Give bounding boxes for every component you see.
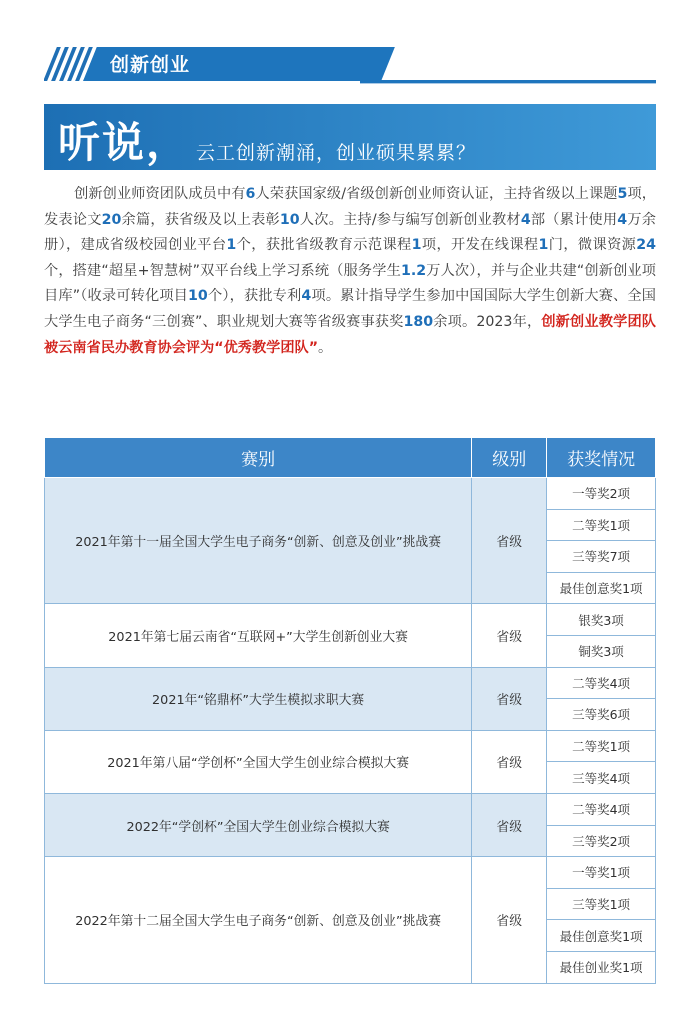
awards-table xyxy=(44,437,656,984)
paragraph-text: 人荣获国家级/省级创新创业师资认证，主持省级以上课题 xyxy=(255,186,618,202)
paragraph-text: 门，微课资源 xyxy=(548,237,637,254)
award-cell: 最佳创业奖1项 xyxy=(547,951,656,983)
table-header-row xyxy=(45,438,656,478)
paragraph-text: 万人次），并与企业共建“创新创业项目库”（收录可转化项目 xyxy=(44,262,656,305)
section-tag-label: 创新创业 xyxy=(110,54,191,76)
paragraph-number: 1 xyxy=(226,237,237,254)
table-row xyxy=(45,857,656,889)
paragraph-number: 6 xyxy=(245,186,256,202)
paragraph-text: 项，发表论文 xyxy=(44,186,656,228)
paragraph-number: 180 xyxy=(403,313,434,330)
paragraph-text: 个，搭建“超星+智慧树”双平台线上学习系统（服务学生 xyxy=(44,262,401,279)
competition-level: 省级 xyxy=(472,857,547,983)
paragraph-number: 10 xyxy=(188,288,208,305)
award-cell: 三等奖4项 xyxy=(547,762,656,794)
award-cell: 三等奖6项 xyxy=(547,699,656,731)
paragraph-highlight-red: 创新创业教学团队被云南省民办教育协会评为“优秀教学团队” xyxy=(44,313,656,356)
competition-level: 省级 xyxy=(472,478,547,604)
award-cell: 二等奖1项 xyxy=(547,730,656,762)
paragraph-number: 4 xyxy=(301,288,312,305)
award-cell: 最佳创意奖1项 xyxy=(547,572,656,604)
award-cell: 最佳创意奖1项 xyxy=(547,920,656,952)
award-cell: 三等奖7项 xyxy=(547,541,656,573)
competition-level: 省级 xyxy=(472,793,547,856)
competition-name: 2021年第七届云南省“互联网+”大学生创新创业大赛 xyxy=(45,604,472,667)
award-cell: 二等奖4项 xyxy=(547,793,656,825)
paragraph-number: 5 xyxy=(617,186,628,202)
paragraph-text: 。 xyxy=(318,339,333,356)
paragraph-number: 4 xyxy=(617,211,628,228)
headline-sub: 云工创新潮涌，创业硕果累累？ xyxy=(196,142,477,164)
competition-name: 2021年第八届“学创杯”全国大学生创业综合模拟大赛 xyxy=(45,730,472,793)
table-row xyxy=(45,478,656,510)
paragraph-text: 部（累计使用 xyxy=(530,211,618,228)
paragraph-text: 创新创业师资团队成员中有 xyxy=(74,186,246,202)
award-cell: 二等奖1项 xyxy=(547,509,656,541)
competition-level: 省级 xyxy=(472,730,547,793)
table-row xyxy=(45,604,656,636)
competition-level: 省级 xyxy=(472,667,547,730)
paragraph-number: 4 xyxy=(520,211,531,228)
competition-name: 2022年“学创杯”全国大学生创业综合模拟大赛 xyxy=(45,793,472,856)
intro-paragraph xyxy=(44,182,656,361)
paragraph-text: 项，开发在线课程 xyxy=(421,237,539,254)
paragraph-text: 余篇，获省级及以上表彰 xyxy=(121,211,280,228)
headline-banner xyxy=(44,104,656,170)
award-cell: 银奖3项 xyxy=(547,604,656,636)
paragraph-number: 1.2 xyxy=(400,262,427,279)
competition-name: 2022年第十二届全国大学生电子商务“创新、创意及创业”挑战赛 xyxy=(45,857,472,983)
header-awards: 获奖情况 xyxy=(547,438,656,478)
paragraph-text: 个），获批专利 xyxy=(207,288,302,305)
table-row xyxy=(45,793,656,825)
award-cell: 三等奖2项 xyxy=(547,825,656,857)
paragraph-text: 项。累计指导学生参加中国国际大学生创新大赛、全国大学生电子商务“三创赛”、职业规划大赛等省级赛事获奖 xyxy=(44,288,656,330)
paragraph-text: 余项。2023年， xyxy=(433,313,542,330)
paragraph-number: 1 xyxy=(411,237,422,254)
table-row xyxy=(45,730,656,762)
section-underline-thin xyxy=(360,83,656,84)
award-cell: 一等奖1项 xyxy=(547,857,656,889)
paragraph-number: 24 xyxy=(636,237,656,254)
award-cell: 一等奖2项 xyxy=(547,478,656,510)
award-cell: 二等奖4项 xyxy=(547,667,656,699)
competition-level: 省级 xyxy=(472,604,547,667)
header-level: 级别 xyxy=(472,438,547,478)
award-cell: 铜奖3项 xyxy=(547,635,656,667)
paragraph-text: 万余册），建成省级校园创业平台 xyxy=(44,211,656,254)
table-row xyxy=(45,667,656,699)
paragraph-number: 20 xyxy=(101,211,122,228)
paragraph-number: 10 xyxy=(279,211,300,228)
award-cell: 三等奖1项 xyxy=(547,888,656,920)
headline-main: 听说， xyxy=(58,118,191,167)
section-tag xyxy=(44,47,656,87)
competition-name: 2021年“铭鼎杯”大学生模拟求职大赛 xyxy=(45,667,472,730)
paragraph-text: 个，获批省级教育示范课程 xyxy=(236,237,412,254)
paragraph-text: 人次。主持/参与编写创新创业教材 xyxy=(299,211,521,228)
header-competition: 赛别 xyxy=(45,438,472,478)
paragraph-number: 1 xyxy=(538,237,549,254)
competition-name: 2021年第十一届全国大学生电子商务“创新、创意及创业”挑战赛 xyxy=(45,478,472,604)
